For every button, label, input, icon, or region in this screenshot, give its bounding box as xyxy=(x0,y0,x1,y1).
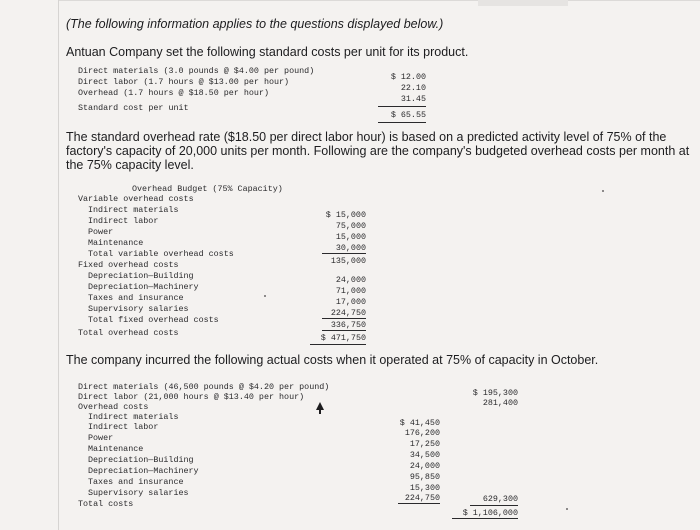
budget-var-power: Power xyxy=(88,227,114,237)
std-label-direct-labor: Direct labor (1.7 hours @ $13.00 per hour) xyxy=(78,77,290,87)
budget-var-amount-1: $ 15,000 xyxy=(325,210,366,220)
budget-fixed-dep-machinery: Depreciation—Machinery xyxy=(88,282,199,292)
speck-mark xyxy=(566,508,568,510)
mouse-pointer-stem xyxy=(319,410,321,414)
budget-fixed-amount-3: 17,000 xyxy=(335,297,366,307)
budget-fixed-taxes: Taxes and insurance xyxy=(88,293,184,303)
actual-overhead-heading: Overhead costs xyxy=(78,402,149,412)
actual-paragraph: The company incurred the following actual costs when it operated at 75% of capacity in October. xyxy=(66,353,599,367)
actual-oh-dep-machinery: Depreciation—Machinery xyxy=(88,466,199,476)
actual-oh-amount-1: $ 41,450 xyxy=(399,418,440,428)
actual-total-label: Total costs xyxy=(78,499,134,509)
std-amount-direct-labor: 22.10 xyxy=(400,83,426,93)
budget-fixed-total-label: Total fixed overhead costs xyxy=(88,315,219,325)
budget-var-total: 135,000 xyxy=(330,256,366,266)
budget-fixed-amount-2: 71,000 xyxy=(335,286,366,296)
budget-fixed-rule xyxy=(322,318,366,319)
budget-heading: Overhead Budget (75% Capacity) xyxy=(132,184,283,194)
speck-mark xyxy=(264,295,266,297)
actual-oh-amount-2: 176,200 xyxy=(404,428,440,438)
actual-overhead-total: 629,300 xyxy=(482,494,518,504)
frame-top-edge xyxy=(58,0,700,1)
actual-subtotal-rule xyxy=(470,505,518,506)
budget-var-maintenance: Maintenance xyxy=(88,238,144,248)
actual-dl-label: Direct labor (21,000 hours @ $13.40 per hour) xyxy=(78,392,305,402)
budget-var-amount-3: 15,000 xyxy=(335,232,366,242)
std-subtotal-rule xyxy=(378,106,426,107)
budget-fixed-amount-1: 24,000 xyxy=(335,275,366,285)
budget-total-rule xyxy=(322,330,366,331)
std-amount-overhead: 31.45 xyxy=(400,94,426,104)
intro-note: (The following information applies to the questions displayed below.) xyxy=(66,17,444,31)
budget-fixed-salaries: Supervisory salaries xyxy=(88,304,189,314)
actual-dm-amount: $ 195,300 xyxy=(472,388,518,398)
budget-var-indirect-materials: Indirect materials xyxy=(88,205,179,215)
budget-total-underline xyxy=(310,344,366,345)
actual-oh-power: Power xyxy=(88,433,114,443)
budget-var-amount-2: 75,000 xyxy=(335,221,366,231)
actual-oh-taxes: Taxes and insurance xyxy=(88,477,184,487)
fixed-heading: Fixed overhead costs xyxy=(78,260,179,270)
company-intro: Antuan Company set the following standard costs per unit for its product. xyxy=(66,45,469,59)
budget-fixed-total: 336,750 xyxy=(330,320,366,330)
budget-var-indirect-labor: Indirect labor xyxy=(88,216,159,226)
budget-total-label: Total overhead costs xyxy=(78,328,179,338)
budget-var-total-label: Total variable overhead costs xyxy=(88,249,234,259)
actual-oh-salaries: Supervisory salaries xyxy=(88,488,189,498)
actual-oh-maintenance: Maintenance xyxy=(88,444,144,454)
budget-fixed-amount-4: 224,750 xyxy=(330,308,366,318)
actual-oh-amount-8: 224,750 xyxy=(404,493,440,503)
speck-mark xyxy=(602,190,604,192)
std-amount-direct-materials: $ 12.00 xyxy=(390,72,426,82)
actual-oh-indirect-materials: Indirect materials xyxy=(88,412,179,422)
std-label-direct-materials: Direct materials (3.0 pounds @ $4.00 per pound) xyxy=(78,66,315,76)
budget-fixed-dep-building: Depreciation—Building xyxy=(88,271,194,281)
actual-oh-amount-3: 17,250 xyxy=(409,439,440,449)
actual-oh-amount-7: 15,300 xyxy=(409,483,440,493)
actual-dl-amount: 281,400 xyxy=(482,398,518,408)
std-label-overhead: Overhead (1.7 hours @ $18.50 per hour) xyxy=(78,88,269,98)
actual-oh-amount-6: 95,850 xyxy=(409,472,440,482)
std-total-rule xyxy=(378,122,426,123)
actual-total-underline xyxy=(452,518,518,519)
budget-total: $ 471,750 xyxy=(320,333,366,343)
budget-var-rule xyxy=(322,253,366,254)
actual-oh-amount-4: 34,500 xyxy=(409,450,440,460)
mouse-pointer-icon xyxy=(316,402,324,410)
std-label-standard-cost: Standard cost per unit xyxy=(78,103,189,113)
actual-oh-rule xyxy=(398,503,440,504)
overhead-paragraph: The standard overhead rate ($18.50 per direct labor hour) is based on a predicted activity level of 75% of the factory's capacity of 20,000 units per month. Following are the company's budgeted overhead costs per month at the 75% capacity level. xyxy=(66,130,690,172)
actual-oh-indirect-labor: Indirect labor xyxy=(88,422,159,432)
std-amount-standard-cost: $ 65.55 xyxy=(390,110,426,120)
header-tab xyxy=(478,0,568,6)
actual-dm-label: Direct materials (46,500 pounds @ $4.20 per pound) xyxy=(78,382,330,392)
frame-left-edge xyxy=(58,0,59,530)
budget-var-amount-4: 30,000 xyxy=(335,243,366,253)
actual-total: $ 1,106,000 xyxy=(462,508,518,518)
actual-oh-amount-5: 24,000 xyxy=(409,461,440,471)
actual-oh-dep-building: Depreciation—Building xyxy=(88,455,194,465)
variable-heading: Variable overhead costs xyxy=(78,194,194,204)
